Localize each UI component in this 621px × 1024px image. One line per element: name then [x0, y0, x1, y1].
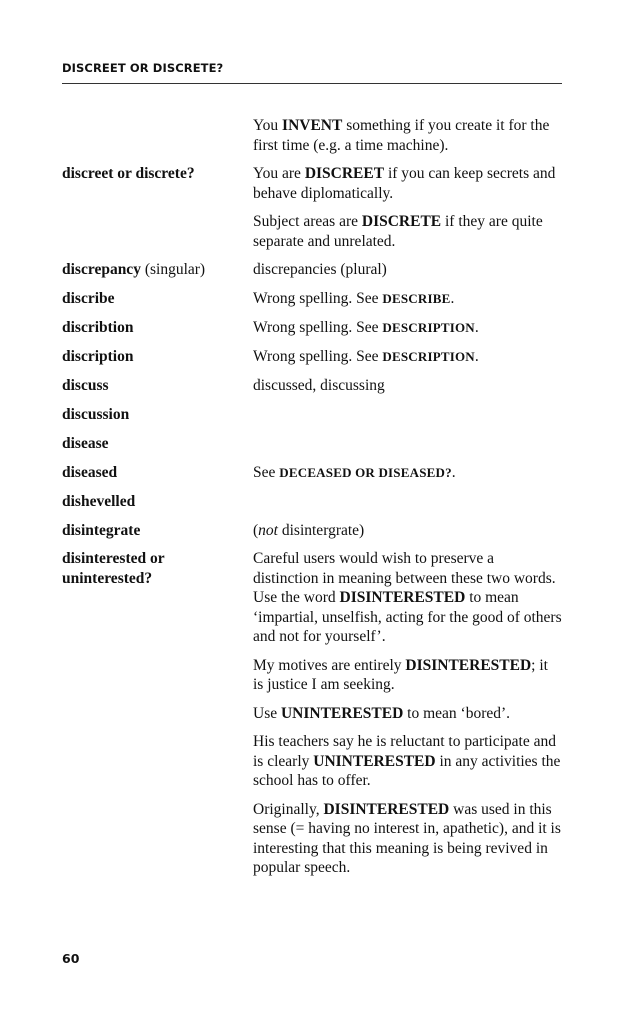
definition-paragraph	[253, 463, 562, 483]
entry-body	[253, 347, 562, 367]
entry-body	[253, 521, 562, 541]
entry-headword	[62, 405, 253, 425]
definition-text: something if you create it for the first time (e.g. a time machine).	[253, 117, 550, 154]
headword-aside: (singular)	[140, 261, 206, 278]
entry-diseased	[62, 463, 562, 483]
entry-body	[253, 376, 562, 396]
definition-text: in any activities the school has to offer.	[253, 752, 561, 789]
definition-paragraph	[253, 376, 562, 396]
entry-disinterested-or-uninterested	[62, 549, 562, 878]
emphasis-term: UNINTERESTED	[313, 752, 436, 770]
definition-text: My motives are entirely	[253, 656, 406, 674]
entry-body	[253, 434, 562, 454]
definition-text: .	[450, 289, 455, 307]
cross-reference: DESCRIBE	[382, 290, 451, 306]
emphasis-term: DISINTERESTED	[323, 800, 450, 818]
definition-text: Use	[253, 704, 281, 722]
headword-text: disease	[62, 435, 109, 452]
entry-disintegrate	[62, 521, 562, 541]
entry-body	[253, 260, 562, 280]
definition-text: Careful users would wish to preserve a distinction in meaning between these two words. Use the word	[253, 550, 556, 606]
definition-text: was used in this sense (= having no interest in, apathetic), and it is interesting that this meaning is being revived in popular speech.	[253, 800, 561, 876]
definition-text: You are	[253, 165, 305, 182]
entry-body	[253, 492, 562, 512]
headword-text: discribe	[62, 289, 115, 307]
entry-body	[253, 463, 562, 483]
emphasis-term: UNINTERESTED	[280, 704, 404, 722]
definition-paragraph	[253, 212, 562, 251]
entry-headword	[62, 347, 253, 367]
definition-paragraph	[253, 347, 562, 367]
dictionary-entries	[62, 116, 562, 878]
emphasis-term: DISINTERESTED	[339, 589, 466, 606]
definition-paragraph	[253, 732, 562, 791]
definition-text: Subject areas are	[253, 213, 362, 230]
entry-headword	[62, 289, 253, 309]
definition-paragraph	[253, 656, 562, 695]
headword-text: diseased	[62, 463, 118, 481]
headword-text: discuss	[62, 377, 109, 394]
definition-text: (	[253, 521, 259, 539]
entry-headword	[62, 116, 253, 155]
entry-discreet-or-discrete	[62, 164, 562, 251]
entry-discribe	[62, 289, 562, 309]
headword-text: dishevelled	[62, 493, 136, 510]
definition-text: Originally,	[253, 800, 324, 818]
headword-text: discrepancy	[62, 261, 141, 278]
definition-text: .	[474, 319, 479, 336]
definition-paragraph	[253, 800, 562, 878]
entry-body	[253, 116, 562, 155]
definition-paragraph	[253, 549, 562, 647]
header-rule	[62, 83, 562, 84]
entry-headword	[62, 260, 253, 280]
entry-body	[253, 405, 562, 425]
definition-text: discrepancies (plural)	[253, 261, 387, 278]
emphasis-term: INVENT	[282, 117, 343, 134]
definition-paragraph	[253, 704, 562, 724]
definition-paragraph	[253, 260, 562, 280]
page-number: 60	[62, 951, 80, 966]
entry-headword	[62, 492, 253, 512]
definition-paragraph	[253, 318, 562, 338]
running-head: DISCREET OR DISCRETE?	[62, 61, 224, 75]
entry-headword	[62, 521, 253, 541]
entry-discuss	[62, 376, 562, 396]
definition-text: Wrong spelling. See	[253, 289, 383, 307]
definition-text: to mean ‘impartial, unselfish, acting for the good of others and not for yourself’.	[253, 589, 562, 645]
entry-discrepancy	[62, 260, 562, 280]
cross-reference: DESCRIPTION	[382, 348, 475, 364]
entry-body	[253, 549, 562, 878]
definition-text: You	[253, 117, 283, 134]
definition-text: His teachers say he is reluctant to participate and is clearly	[253, 733, 556, 770]
definition-text: .	[451, 463, 456, 481]
emphasis-term: DISCRETE	[361, 213, 442, 230]
entry-discription	[62, 347, 562, 367]
entry-body	[253, 289, 562, 309]
definition-paragraph	[253, 521, 562, 541]
headword-text: discription	[62, 347, 134, 365]
definition-paragraph	[253, 164, 562, 203]
definition-text: if they are quite separate and unrelated.	[253, 213, 543, 250]
entry-dishevelled	[62, 492, 562, 512]
headword-text: disintegrate	[62, 521, 141, 539]
entry-headword	[62, 434, 253, 454]
definition-text: ; it is justice I am seeking.	[253, 656, 548, 693]
definition-text: See	[253, 463, 280, 481]
emphasis-term: DISCREET	[304, 165, 385, 182]
entry-headword	[62, 318, 253, 338]
definition-text: Wrong spelling. See	[253, 319, 383, 336]
cross-reference: DESCRIPTION	[382, 320, 475, 335]
definition-paragraph	[253, 116, 562, 155]
entry-body	[253, 318, 562, 338]
definition-text: discussed, discussing	[253, 377, 385, 394]
headword-text: discribtion	[62, 319, 134, 336]
entry-discribtion	[62, 318, 562, 338]
definition-text: Wrong spelling. See	[253, 347, 383, 365]
cross-reference: DECEASED OR DISEASED?	[279, 464, 452, 480]
headword-text: disinterested or uninterested?	[62, 550, 165, 587]
headword-text: discreet or discrete?	[62, 165, 195, 182]
entry-headword	[62, 549, 212, 878]
emphasis-term: DISINTERESTED	[405, 656, 532, 674]
definition-text: if you can keep secrets and behave diplomatically.	[253, 165, 556, 202]
entry-headword	[62, 463, 253, 483]
entry-body	[253, 164, 562, 251]
entry-headword	[62, 376, 253, 396]
entry-headword	[62, 164, 253, 251]
entry-discussion	[62, 405, 562, 425]
headword-text: discussion	[62, 405, 130, 423]
definition-text: .	[474, 347, 479, 365]
definition-text: not	[258, 521, 278, 539]
definition-text: to mean ‘bored’.	[403, 704, 511, 722]
entry-invent-note	[62, 116, 562, 155]
entry-disease	[62, 434, 562, 454]
definition-paragraph	[253, 289, 562, 309]
definition-text: disintergrate)	[277, 521, 365, 539]
